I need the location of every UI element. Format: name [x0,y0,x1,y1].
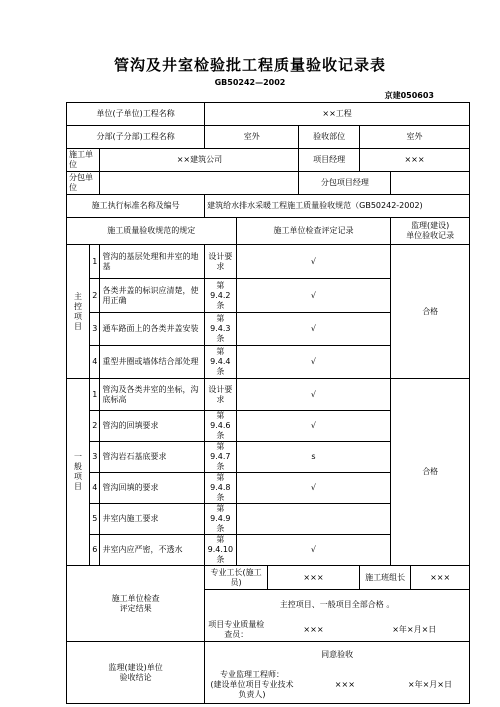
item-clause: 第9.4.4条 [205,346,236,379]
item-clause: 第9.4.6条 [205,411,236,442]
supervision-conclusion: 同意验收 [205,642,470,668]
item-description: 管沟及各类井室的坐标，沟底标高 [100,379,205,411]
subunit-name-row [67,126,470,149]
unit-name-row [67,103,470,126]
item-description: 井室内施工要求 [100,504,205,535]
check-header: 施工单位检查评定记录 [236,218,391,245]
form-title: 管沟及井室检验批工程质量验收记录表 [113,56,386,74]
item-clause: 第9.4.8条 [205,473,236,504]
supervision-engineer-value: ××× [299,668,391,704]
foreman-label: 专业工长(施工员) [205,566,268,590]
item-number: 4 [90,473,100,504]
item-clause: 第9.4.9条 [205,504,236,535]
main-item-row [67,245,470,279]
item-number: 2 [90,279,100,313]
main-group-char: 主 [74,291,82,301]
supervision-header-line1: 监理(建设) [411,221,450,230]
inspection-conclusion: 主控项目、一般项目全部合格 。 [205,590,470,620]
item-clause: 第9.4.7条 [205,442,236,473]
general-item-row [67,379,470,411]
item-clause: 第9.4.10条 [205,535,236,566]
item-number: 2 [90,411,100,442]
item-check: √ [236,245,391,279]
foreman-value: ××× [267,566,359,590]
item-number: 1 [90,245,100,279]
item-number: 3 [90,313,100,346]
inspection-row [67,566,470,590]
item-check: √ [236,473,391,504]
item-number: 1 [90,379,100,411]
main-group-label [67,245,90,379]
form-code: 京建050603 [384,91,434,100]
engineer-label-line1: 专业监理工程师： [219,670,284,680]
team-leader-label: 施工班组长 [360,566,411,590]
item-description: 管沟的基层处理和井室的地基 [100,245,205,279]
acceptance-record-table [66,102,470,704]
main-group-char: 控 [74,301,82,311]
general-group-char: 般 [74,462,82,471]
inspection-label-line2: 评定结果 [119,603,152,613]
subunit-name-value: 室外 [205,126,299,149]
item-clause: 设计要求 [205,245,236,279]
item-check: √ [236,279,391,313]
unit-name-label: 单位(子单位)工程名称 [67,103,205,126]
standard-label: 施工执行标准名称及编号 [67,195,205,218]
item-description: 各类井盖的标识应清楚，使用正确 [100,279,205,313]
item-description: 管沟岩石基底要求 [100,442,205,473]
inspection-date: ×年×月×日 [360,620,470,642]
standard-code: GB50242—2002 [214,78,286,87]
item-number: 4 [90,346,100,379]
standard-row [67,195,470,218]
main-group-char: 项 [74,311,82,321]
general-group-char: 项 [74,472,82,481]
supervision-header-line2: 单位验收记录 [406,231,455,240]
item-check: √ [236,535,391,566]
item-clause: 设计要求 [205,379,236,411]
qc-inspector-label: 项目专业质量检查员： [205,620,268,642]
inspection-label [67,566,205,642]
supervision-row [67,642,470,668]
general-group-char: 一 [74,452,82,461]
supervision-engineer-label [205,668,299,704]
sub-manager-label: 分包项目经理 [299,172,391,195]
team-leader-value: ××× [411,566,470,590]
construction-unit-value: ××建筑公司 [100,149,299,172]
item-check: √ [236,379,391,411]
project-manager-value: ××× [360,149,470,172]
construction-unit-label: 施工单位 [67,149,100,172]
supervision-label [67,642,205,704]
column-header-row [67,218,470,245]
item-check: √ [236,313,391,346]
supervision-label-line1: 监理(建设)单位 [108,662,163,672]
item-description: 通车路面上的各类井盖安装 [100,313,205,346]
main-group-result: 合格 [391,245,470,379]
standard-value: 建筑给水排水采暖工程施工质量验收规范（GB50242-2002) [205,195,470,218]
general-group-label [67,379,90,566]
inspection-label-line1: 施工单位检查 [111,593,160,603]
spec-header: 施工质量验收规范的规定 [67,218,237,245]
item-check: √ [236,346,391,379]
item-check: s [236,442,391,473]
supervision-date: ×年×月×日 [391,668,470,704]
acceptance-part-value: 室外 [360,126,470,149]
item-description: 管沟回填的要求 [100,473,205,504]
supervision-header [391,218,470,245]
engineer-label-line2: (建设单位项目专业技术负责人) [210,680,294,700]
general-group-result: 合格 [391,379,470,566]
acceptance-part-label: 验收部位 [299,126,360,149]
construction-unit-row [67,149,470,172]
item-description: 井室内应严密，不透水 [100,535,205,566]
item-number: 5 [90,504,100,535]
sub-manager-value [391,172,470,195]
qc-inspector-value: ××× [267,620,359,642]
subunit-name-label: 分部(子分部)工程名称 [67,126,205,149]
item-clause: 第9.4.3条 [205,313,236,346]
item-check [236,504,391,535]
project-manager-label: 项目经理 [299,149,360,172]
supervision-label-line2: 验收结论 [119,672,152,682]
subcontractor-value [100,172,299,195]
subcontractor-row [67,172,470,195]
item-description: 重型井圈或墙体结合部处理 [100,346,205,379]
main-group-char: 目 [74,321,82,331]
item-description: 管沟的回填要求 [100,411,205,442]
general-group-char: 目 [74,482,82,491]
item-number: 6 [90,535,100,566]
item-clause: 第9.4.2条 [205,279,236,313]
item-check: √ [236,411,391,442]
unit-name-value: ××工程 [205,103,470,126]
item-number: 3 [90,442,100,473]
subcontractor-label: 分包单位 [67,172,100,195]
